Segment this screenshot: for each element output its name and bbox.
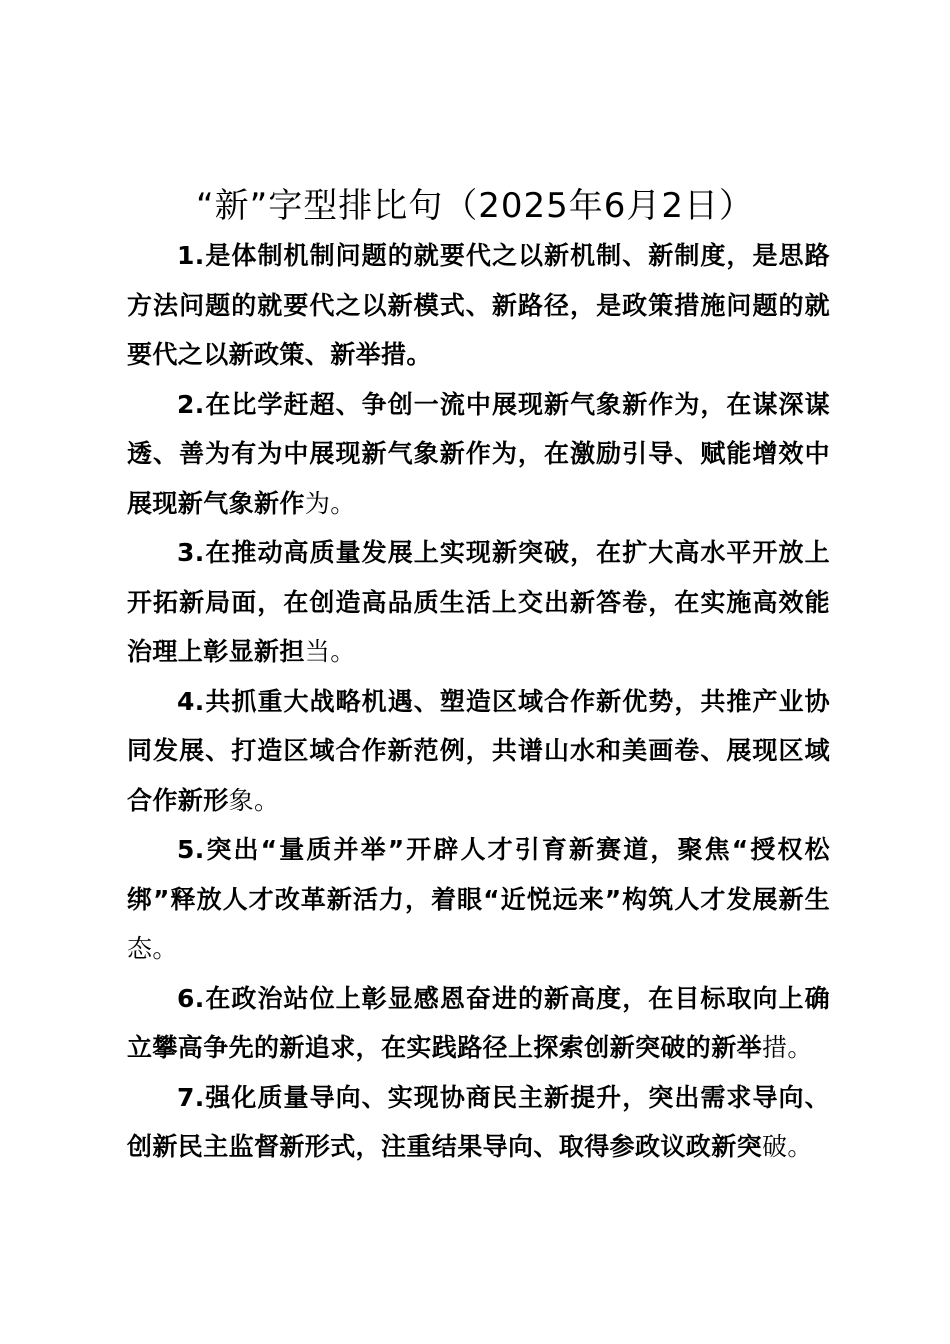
- paragraph-bold-text: 4.共抓重大战略机遇、塑造区域合作新优势，共推产业协同发展、打造区域合作新范例，共谱山水和美画卷、展现区域合作新形: [127, 686, 830, 815]
- paragraph-bold-text: 5.突出“量质并举”开辟人才引育新赛道，聚焦“授权松绑”释放人才改革新活力，着眼“近悦远来”构筑人才发展新生: [127, 835, 830, 914]
- paragraph-5: [127, 825, 830, 974]
- paragraph-bold-text: 2.在比学赶超、争创一流中展现新气象新作为，在谋深谋透、善为有为中展现新气象新作为，在激励引导、赋能增效中展现新气象新作: [127, 389, 830, 518]
- document-title: “新”字型排比句（2025年6月2日）: [195, 186, 755, 226]
- paragraph-6: [127, 974, 830, 1073]
- paragraph-bold-text: 7.强化质量导向、实现协商民主新提升，突出需求导向、创新民主监督新形式，注重结果导向、取得参政议政新突: [127, 1082, 830, 1161]
- paragraph-3: [127, 528, 830, 677]
- paragraph-1: [127, 231, 830, 380]
- paragraph-normal-text: 为。: [304, 488, 356, 518]
- paragraph-4: [127, 677, 830, 826]
- paragraph-normal-text: 当。: [304, 637, 356, 666]
- document-body: [127, 231, 830, 1172]
- paragraph-normal-text: 象。: [228, 785, 280, 815]
- paragraph-7: [127, 1073, 830, 1172]
- paragraph-2: [127, 380, 830, 529]
- paragraph-bold-text: 6.在政治站位上彰显感恩奋进的新高度，在目标取向上确立攀高争先的新追求，在实践路径上探索创新突破的新举: [127, 983, 830, 1062]
- paragraph-bold-text: 3.在推动高质量发展上实现新突破，在扩大高水平开放上开拓新局面，在创造高品质生活上交出新答卷，在实施高效能治理上彰显新担: [127, 538, 830, 666]
- paragraph-normal-text: 破。: [762, 1132, 813, 1161]
- paragraph-normal-text: 措。: [762, 1033, 813, 1062]
- paragraph-bold-text: 1.是体制机制问题的就要代之以新机制、新制度，是思路方法问题的就要代之以新模式、新路径，是政策措施问题的就要代之以新政策、新举措。: [127, 241, 830, 369]
- paragraph-normal-text: 态。: [127, 934, 178, 963]
